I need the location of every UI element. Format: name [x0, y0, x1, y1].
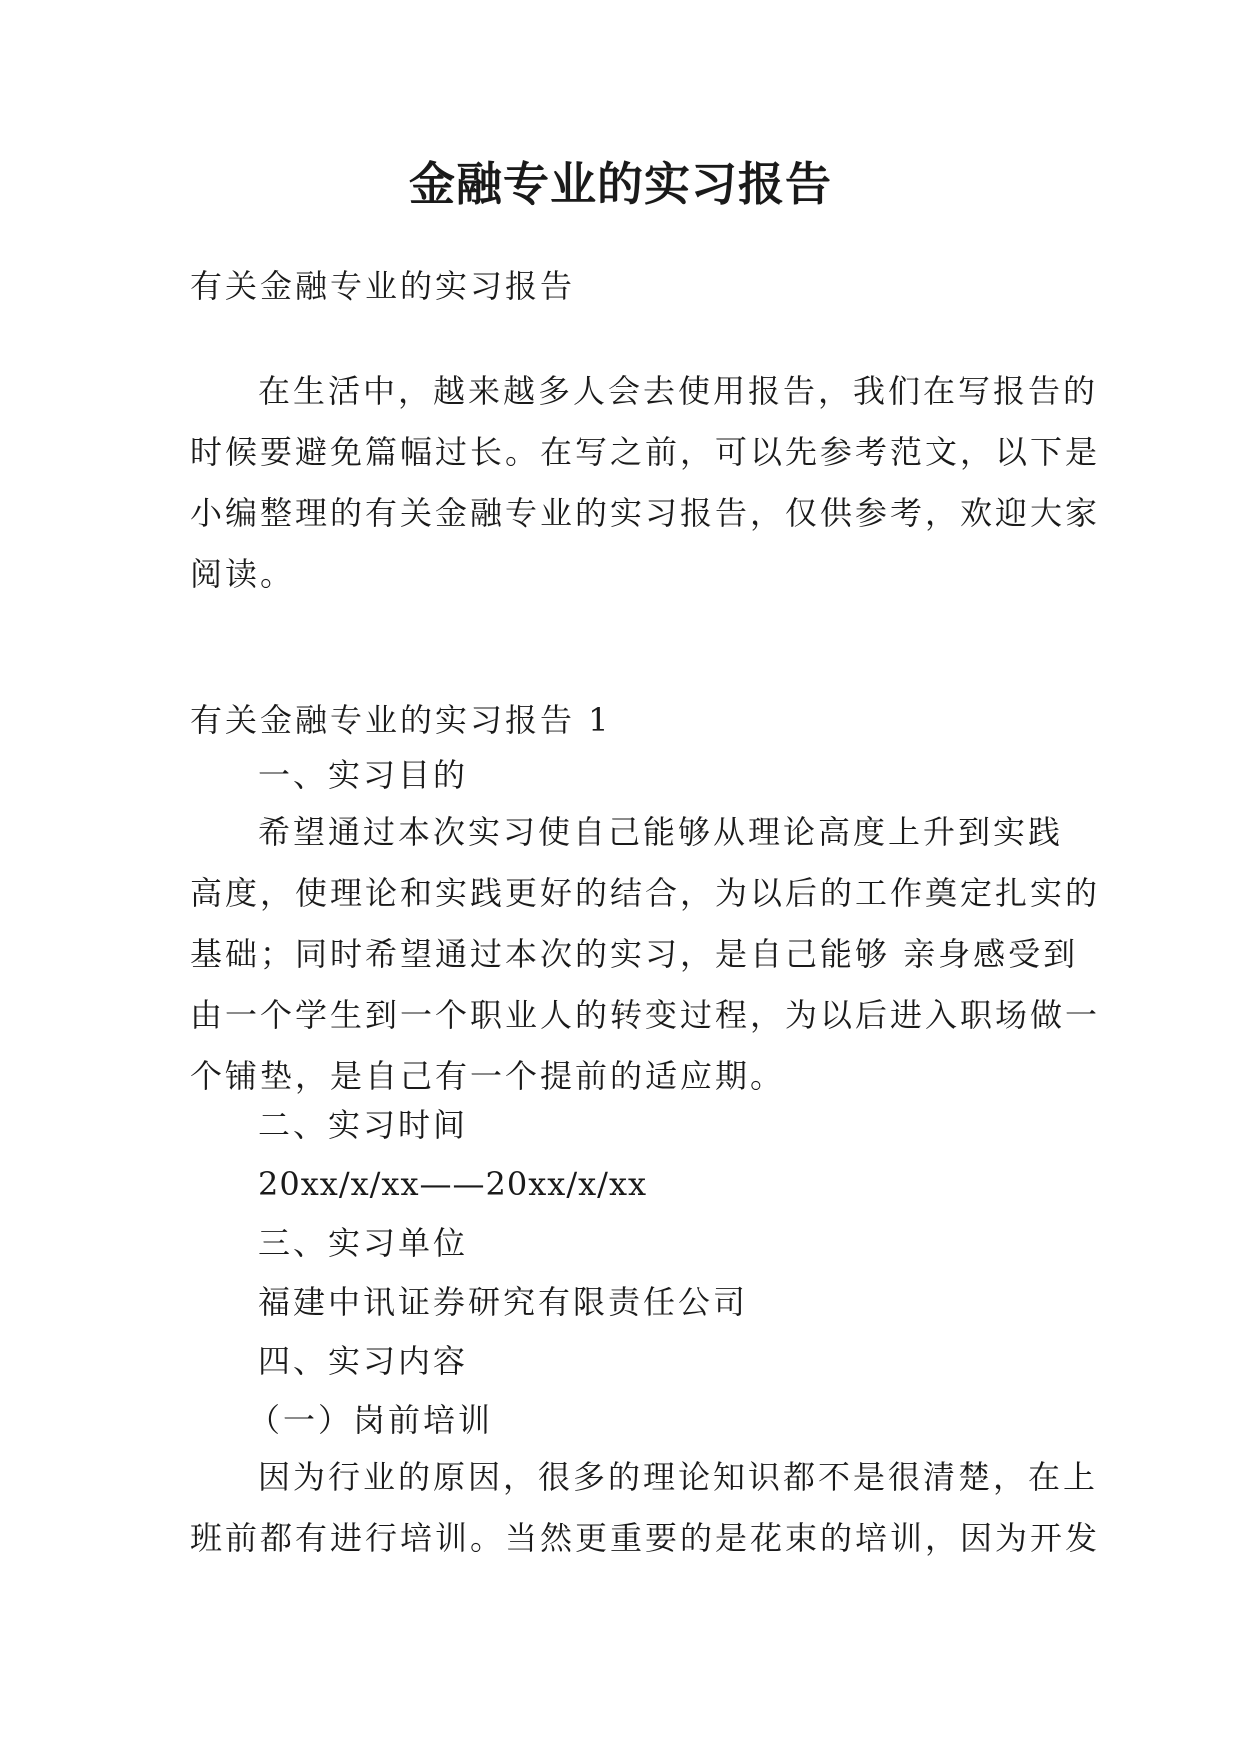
document-title: 金融专业的实习报告 [409, 157, 832, 211]
intro-line: 小编整理的有关金融专业的实习报告，仅供参考，欢迎大家 [190, 494, 1101, 532]
purpose-line: 个铺垫，是自己有一个提前的适应期。 [190, 1057, 786, 1095]
training-paragraph [190, 1447, 1101, 1569]
intro-line: 时候要避免篇幅过长。在写之前，可以先参考范文，以下是 [190, 433, 1101, 471]
training-line: 因为行业的原因，很多的理论知识都不是很清楚，在上 [258, 1458, 1099, 1496]
heading-content: 四、实习内容 [258, 1342, 469, 1380]
purpose-line: 高度，使理论和实践更好的结合，为以后的工作奠定扎实的 [190, 874, 1101, 912]
intro-paragraph [190, 361, 1101, 605]
purpose-line: 希望通过本次实习使自己能够从理论高度上升到实践 [258, 813, 1064, 851]
purpose-line: 由一个学生到一个职业人的转变过程，为以后进入职场做一 [190, 996, 1101, 1034]
heading-purpose: 一、实习目的 [258, 756, 469, 794]
purpose-line: 基础；同时希望通过本次的实习，是自己能够 亲身感受到 [190, 935, 1079, 973]
section-title: 有关金融专业的实习报告 1 [190, 701, 612, 739]
time-value: 20xx/x/xx——20xx/x/xx [258, 1165, 648, 1203]
subheading-training: （一）岗前培训 [248, 1401, 494, 1439]
heading-time: 二、实习时间 [258, 1106, 469, 1144]
intro-line: 阅读。 [190, 555, 296, 593]
unit-value: 福建中讯证券研究有限责任公司 [258, 1283, 749, 1321]
document-subtitle: 有关金融专业的实习报告 [190, 267, 576, 305]
training-line: 班前都有进行培训。当然更重要的是花束的培训，因为开发 [190, 1519, 1101, 1557]
intro-line: 在生活中，越来越多人会去使用报告，我们在写报告的 [258, 372, 1099, 410]
purpose-paragraph [190, 802, 1101, 1107]
heading-unit: 三、实习单位 [258, 1224, 469, 1262]
